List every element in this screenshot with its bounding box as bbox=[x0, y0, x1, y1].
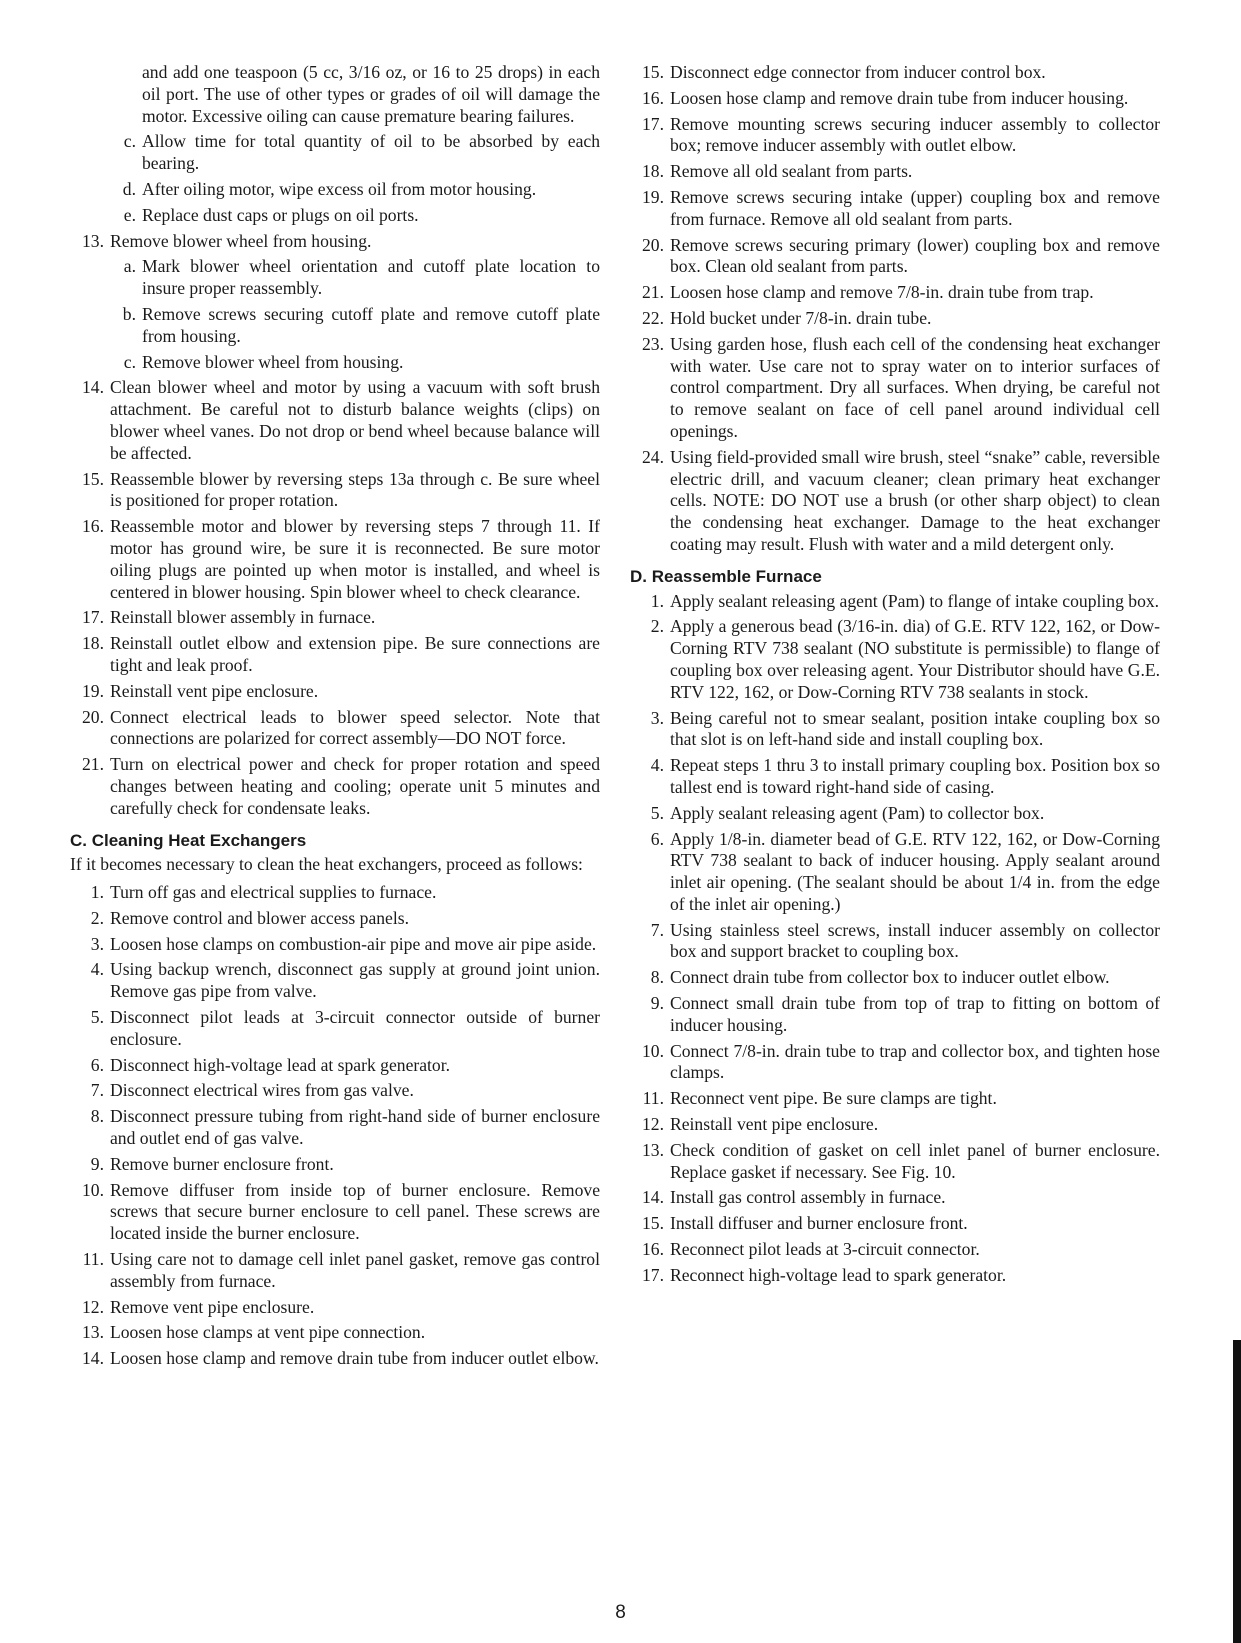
list-item bbox=[70, 1180, 600, 1245]
step-text: Reassemble motor and blower by reversing steps 7 through 11. If motor has ground wire, be sure it is reconnected. Be sure motor oiling plugs are pointed up when motor is installed, and wheel is centered in blower housing. Spin blower wheel to check clearance. bbox=[110, 516, 600, 602]
list-item bbox=[70, 908, 600, 930]
step-number: 15. bbox=[642, 1213, 664, 1234]
step-text: Reassemble blower by reversing steps 13a through c. Be sure wheel is positioned for proper rotation. bbox=[110, 468, 600, 511]
step-number: 15. bbox=[82, 468, 104, 489]
list-item bbox=[70, 516, 600, 603]
step-number: 3. bbox=[90, 933, 104, 954]
list-item bbox=[630, 88, 1160, 110]
step-text: Reinstall outlet elbow and extension pipe. Be sure connections are tight and leak proof. bbox=[110, 633, 600, 675]
step-number: b. bbox=[122, 303, 136, 324]
list-item bbox=[70, 352, 600, 374]
step-number: 14. bbox=[82, 377, 104, 398]
step-text: Loosen hose clamp and remove drain tube from inducer housing. bbox=[670, 87, 1129, 108]
step-text: Turn off gas and electrical supplies to furnace. bbox=[110, 882, 437, 903]
step-text: Remove blower wheel from housing. bbox=[110, 230, 372, 251]
step-text: Remove all old sealant from parts. bbox=[670, 161, 913, 182]
step-text: Remove control and blower access panels. bbox=[110, 907, 409, 928]
step-text: Using backup wrench, disconnect gas supply at ground joint union. Remove gas pipe from valve. bbox=[110, 959, 600, 1002]
step-number: 8. bbox=[90, 1106, 104, 1127]
step-number: 16. bbox=[642, 87, 664, 108]
step-number: 23. bbox=[642, 333, 664, 354]
step-number: 14. bbox=[642, 1187, 664, 1208]
list-item bbox=[70, 1106, 600, 1150]
list-item bbox=[630, 1213, 1160, 1235]
list-item bbox=[70, 707, 600, 751]
list-item bbox=[630, 803, 1160, 825]
step-number: 2. bbox=[650, 616, 664, 637]
step-text: Install diffuser and burner enclosure front. bbox=[670, 1213, 968, 1234]
list-item bbox=[630, 920, 1160, 964]
step-number: 4. bbox=[650, 755, 664, 776]
step-number: 2. bbox=[90, 907, 104, 928]
step-number: 17. bbox=[642, 1264, 664, 1285]
right-column bbox=[630, 62, 1160, 1291]
list-item bbox=[630, 708, 1160, 752]
list-item bbox=[70, 205, 600, 227]
step-text: Reconnect high-voltage lead to spark generator. bbox=[670, 1264, 1007, 1285]
step-number: 1. bbox=[90, 882, 104, 903]
step-text: Remove blower wheel from housing. bbox=[142, 351, 404, 372]
step-text: Disconnect pressure tubing from right-hand side of burner enclosure and outlet end of gas valve. bbox=[110, 1106, 600, 1149]
list-item bbox=[630, 187, 1160, 231]
step-number: 9. bbox=[650, 993, 664, 1014]
step-number: 6. bbox=[650, 828, 664, 849]
step-number: 21. bbox=[82, 754, 104, 775]
step-text: Using garden hose, flush each cell of the condensing heat exchanger with water. Use care not to spray water on to interior surfaces of control compartment. Dry all surfaces. When drying, be careful not to remove sealant on face of cell panel around individual cell openings. bbox=[670, 333, 1160, 441]
step-text: Loosen hose clamps on combustion-air pipe and move air pipe aside. bbox=[110, 933, 597, 954]
step-text: Connect drain tube from collector box to inducer outlet elbow. bbox=[670, 967, 1110, 988]
list-item bbox=[630, 1265, 1160, 1287]
step-number: a. bbox=[123, 256, 136, 277]
step-number: 20. bbox=[642, 234, 664, 255]
step-text: Remove screws securing intake (upper) coupling box and remove from furnace. Remove all old sealant from parts. bbox=[670, 186, 1160, 229]
section-c-steps-continued bbox=[630, 62, 1160, 556]
list-item bbox=[70, 607, 600, 629]
step-text: Using stainless steel screws, install inducer assembly on collector box and support bracket to coupling box. bbox=[670, 919, 1160, 962]
step-text: Connect electrical leads to blower speed selector. Note that connections are polarized for correct assembly—DO NOT force. bbox=[110, 706, 600, 749]
step-text: Check condition of gasket on cell inlet panel of burner enclosure. Replace gasket if necessary. See Fig. 10. bbox=[670, 1139, 1160, 1182]
step-number: 14. bbox=[82, 1348, 104, 1369]
step-number: 5. bbox=[650, 802, 664, 823]
list-item bbox=[630, 616, 1160, 703]
step-13 bbox=[70, 231, 600, 253]
step-text: Remove mounting screws securing inducer assembly to collector box; remove inducer assembly with outlet elbow. bbox=[670, 113, 1160, 156]
list-item bbox=[70, 1297, 600, 1319]
step-text: Disconnect edge connector from inducer control box. bbox=[670, 62, 1046, 82]
list-item bbox=[630, 829, 1160, 916]
step-number: 7. bbox=[650, 919, 664, 940]
step-text: Connect 7/8-in. drain tube to trap and collector box, and tighten hose clamps. bbox=[670, 1040, 1160, 1083]
list-item bbox=[70, 959, 600, 1003]
section-d-steps bbox=[630, 591, 1160, 1287]
step-text: After oiling motor, wipe excess oil from motor housing. bbox=[142, 178, 537, 199]
step-text: Reconnect vent pipe. Be sure clamps are tight. bbox=[670, 1088, 997, 1109]
blower-wheel-substeps bbox=[70, 256, 600, 373]
step-number: c. bbox=[123, 351, 136, 372]
list-item bbox=[630, 967, 1160, 989]
list-item bbox=[630, 308, 1160, 330]
step-text: Being careful not to smear sealant, position intake coupling box so that slot is on left-hand side and install coupling box. bbox=[670, 707, 1160, 750]
lead-in-paragraph: and add one teaspoon (5 cc, 3/16 oz, or 16 to 25 drops) in each oil port. The use of other types or grades of oil will damage the motor. Excessive oiling can cause premature bearing failures. bbox=[142, 62, 600, 126]
list-item bbox=[70, 1007, 600, 1051]
step-number: 13. bbox=[82, 230, 104, 251]
list-item bbox=[70, 179, 600, 201]
list-item bbox=[630, 1187, 1160, 1209]
step-number: 20. bbox=[82, 706, 104, 727]
list-item bbox=[70, 1249, 600, 1293]
list-item bbox=[630, 1088, 1160, 1110]
step-number: 17. bbox=[82, 607, 104, 628]
scan-edge-mark bbox=[1233, 1340, 1241, 1643]
step-number: 8. bbox=[650, 967, 664, 988]
list-item bbox=[70, 754, 600, 819]
step-number: 11. bbox=[82, 1249, 104, 1270]
list-item bbox=[630, 282, 1160, 304]
step-number: c. bbox=[123, 131, 136, 152]
step-text: Turn on electrical power and check for proper rotation and speed changes between heating and cooling; operate unit 5 minutes and carefully check for condensate leaks. bbox=[110, 754, 600, 818]
step-number: 7. bbox=[90, 1080, 104, 1101]
list-item bbox=[70, 633, 600, 677]
list-item bbox=[630, 62, 1160, 84]
step-text: Remove diffuser from inside top of burner enclosure. Remove screws that secure burner enclosure to cell panel. These screws are located inside the burner enclosure. bbox=[110, 1179, 600, 1244]
step-text: Remove vent pipe enclosure. bbox=[110, 1296, 315, 1317]
section-c-heading: C. Cleaning Heat Exchangers bbox=[70, 830, 307, 850]
step-number: 6. bbox=[90, 1054, 104, 1075]
step-text: Reconnect pilot leads at 3-circuit connector. bbox=[670, 1239, 980, 1260]
list-item bbox=[630, 447, 1160, 556]
page-number: 8 bbox=[615, 1602, 626, 1623]
list-item bbox=[70, 256, 600, 300]
step-text: Disconnect pilot leads at 3-circuit connector outside of burner enclosure. bbox=[110, 1007, 600, 1049]
list-item bbox=[70, 304, 600, 348]
step-text: Using field-provided small wire brush, steel “snake” cable, reversible electric drill, and vacuum cleaner; clean primary heat exchanger cells. NOTE: DO NOT use a brush (or other sharp object) to clean the condensing heat exchanger. Damage to the heat exchanger coating may result. Flush with water and a mild detergent only. bbox=[670, 446, 1160, 554]
list-item bbox=[630, 1041, 1160, 1085]
step-number: 17. bbox=[642, 113, 664, 134]
step-text: Using care not to damage cell inlet panel gasket, remove gas control assembly from furnace. bbox=[110, 1249, 600, 1291]
list-item bbox=[630, 114, 1160, 158]
step-text: Reinstall vent pipe enclosure. bbox=[670, 1114, 879, 1135]
step-text: Apply a generous bead (3/16-in. dia) of G.E. RTV 122, 162, or Dow-Corning RTV 738 sealant (NO substitute is permissible) to flange of coupling box over releasing agent. Your Distributor should have G.E. RTV 122, 162, or Dow-Corning RTV 738 sealants in stock. bbox=[670, 616, 1160, 702]
step-text: Replace dust caps or plugs on oil ports. bbox=[142, 204, 419, 225]
left-column bbox=[70, 62, 600, 1374]
step-text: Loosen hose clamps at vent pipe connection. bbox=[110, 1322, 426, 1343]
step-number: 1. bbox=[650, 590, 664, 611]
step-text: Loosen hose clamp and remove 7/8-in. drain tube from trap. bbox=[670, 282, 1094, 303]
step-text: Connect small drain tube from top of trap to fitting on bottom of inducer housing. bbox=[670, 993, 1160, 1035]
step-number: 19. bbox=[642, 186, 664, 207]
step-text: Reinstall vent pipe enclosure. bbox=[110, 680, 319, 701]
list-item bbox=[70, 377, 600, 464]
step-text: Disconnect electrical wires from gas valve. bbox=[110, 1080, 414, 1101]
list-item bbox=[630, 993, 1160, 1037]
step-number: 18. bbox=[82, 633, 104, 654]
step-text: Loosen hose clamp and remove drain tube from inducer outlet elbow. bbox=[110, 1348, 599, 1369]
list-item bbox=[70, 1080, 600, 1102]
step-number: 16. bbox=[82, 516, 104, 537]
step-number: d. bbox=[122, 178, 136, 199]
step-number: 12. bbox=[642, 1114, 664, 1135]
step-text: Apply 1/8-in. diameter bead of G.E. RTV 122, 162, or Dow-Corning RTV 738 sealant to back of inducer housing. Apply sealant around inlet air opening. (The sealant should be about 1/4 in. from the edge of the inlet air opening.) bbox=[670, 828, 1160, 914]
step-number: 10. bbox=[642, 1040, 664, 1061]
step-number: 10. bbox=[82, 1179, 104, 1200]
list-item bbox=[70, 131, 600, 175]
step-text: Disconnect high-voltage lead at spark generator. bbox=[110, 1054, 451, 1075]
step-number: 4. bbox=[90, 959, 104, 980]
step-text: Clean blower wheel and motor by using a vacuum with soft brush attachment. Be careful not to disturb balance weights (clips) on blower wheel vanes. Do not drop or bend wheel because balance will be affected. bbox=[110, 377, 600, 463]
step-number: 19. bbox=[82, 680, 104, 701]
step-text: Allow time for total quantity of oil to be absorbed by each bearing. bbox=[142, 131, 600, 174]
list-item bbox=[70, 934, 600, 956]
list-item bbox=[70, 1322, 600, 1344]
section-c-intro: If it becomes necessary to clean the heat exchangers, proceed as follows: bbox=[70, 854, 583, 875]
step-number: 24. bbox=[642, 446, 664, 467]
step-number: 16. bbox=[642, 1239, 664, 1260]
oiling-substeps bbox=[70, 131, 600, 226]
section-d-heading: D. Reassemble Furnace bbox=[630, 566, 822, 586]
list-item bbox=[630, 1239, 1160, 1261]
step-number: 5. bbox=[90, 1007, 104, 1028]
step-number: 13. bbox=[642, 1139, 664, 1160]
step-number: 9. bbox=[90, 1153, 104, 1174]
step-text: Apply sealant releasing agent (Pam) to collector box. bbox=[670, 802, 1045, 823]
step-number: 21. bbox=[642, 282, 664, 303]
list-item bbox=[70, 681, 600, 703]
step-number: 13. bbox=[82, 1322, 104, 1343]
step-number: 3. bbox=[650, 707, 664, 728]
step-text: Repeat steps 1 thru 3 to install primary coupling box. Position box so tallest end is toward right-hand side of casing. bbox=[670, 755, 1160, 797]
step-text: Remove burner enclosure front. bbox=[110, 1153, 334, 1174]
list-item bbox=[70, 1348, 600, 1370]
step-number: 11. bbox=[642, 1088, 664, 1109]
list-item bbox=[70, 1055, 600, 1077]
step-text: Remove screws securing cutoff plate and remove cutoff plate from housing. bbox=[142, 303, 600, 346]
step-number: 15. bbox=[642, 62, 664, 82]
list-item bbox=[630, 755, 1160, 799]
step-number: e. bbox=[123, 204, 136, 225]
list-item bbox=[630, 334, 1160, 443]
list-item bbox=[630, 235, 1160, 279]
step-number: 12. bbox=[82, 1296, 104, 1317]
step-text: Apply sealant releasing agent (Pam) to flange of intake coupling box. bbox=[670, 590, 1160, 611]
list-item bbox=[630, 1114, 1160, 1136]
list-item bbox=[630, 591, 1160, 613]
blower-steps bbox=[70, 377, 600, 819]
section-c-steps bbox=[70, 882, 600, 1370]
step-text: Hold bucket under 7/8-in. drain tube. bbox=[670, 307, 932, 328]
step-number: 22. bbox=[642, 307, 664, 328]
step-number: 18. bbox=[642, 161, 664, 182]
list-item bbox=[630, 1140, 1160, 1184]
list-item bbox=[630, 161, 1160, 183]
step-text: Install gas control assembly in furnace. bbox=[670, 1187, 946, 1208]
step-text: Remove screws securing primary (lower) coupling box and remove box. Clean old sealant from parts. bbox=[670, 234, 1160, 277]
step-text: Mark blower wheel orientation and cutoff plate location to insure proper reassembly. bbox=[142, 256, 600, 299]
list-item bbox=[70, 882, 600, 904]
list-item bbox=[70, 469, 600, 513]
step-text: Reinstall blower assembly in furnace. bbox=[110, 607, 376, 628]
list-item bbox=[70, 1154, 600, 1176]
